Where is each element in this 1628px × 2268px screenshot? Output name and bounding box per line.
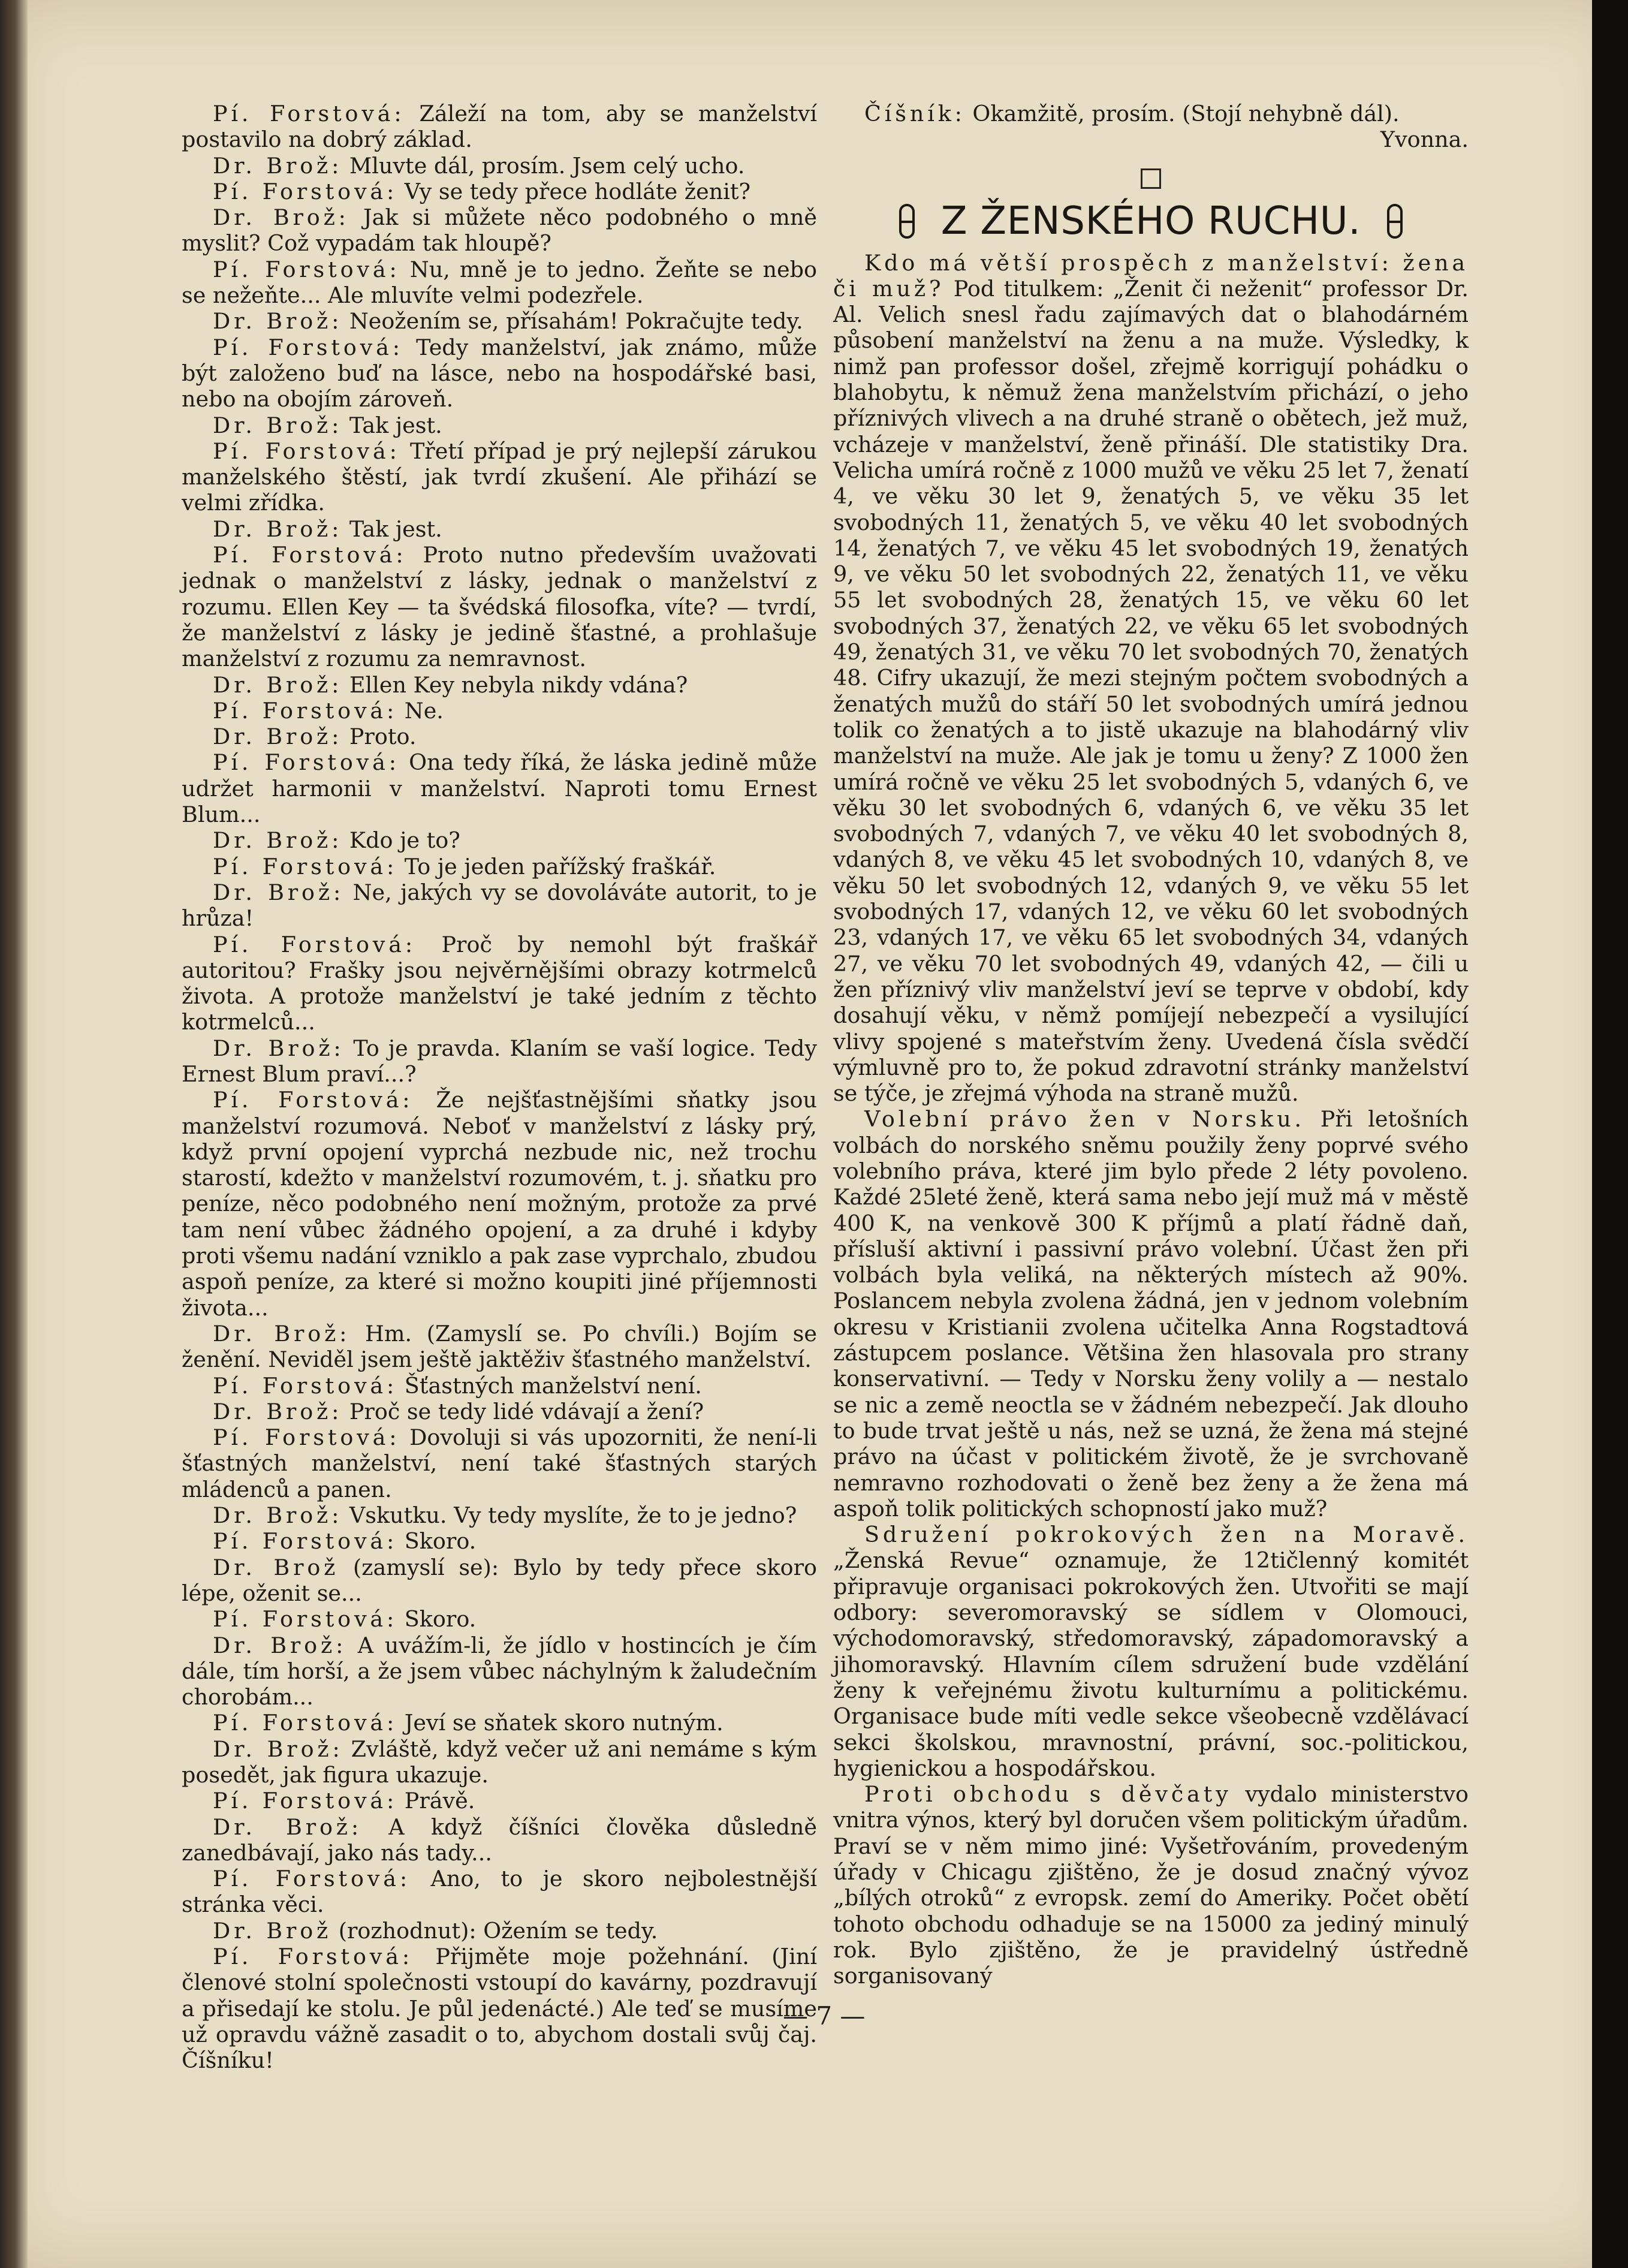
line-text: Tedy manželství, jak známo, může být založeno buď na lásce, nebo na hospodářské basi, nebo na obojím zároveň. xyxy=(182,334,817,412)
article-text: Při letošních volbách do norského sněmu použily ženy poprvé svého volebního práva, které jim bylo předе 2 léty povoleno. Každé 25leté ženě, která sama nebo její muž má v městě 400 K, na venkově 300 K příjmů a platí řádně daň, přísluší aktivní i passivní právo volební. Účast žen při volbách byla veliká, na některých místech až 90%. Poslancem nebyla zvolena žádná, jen v jednom volebním okresu v Kristianii zvolena učitelka Anna Rogstadtová zástupcem poslance. Většina žen hlasovala pro strany konservativní. — Tedy v Norsku ženy volily a — nestalo se nic a země neoctla se v žádném nebezpečí. Jak dlouho to bude trvat ještě u nás, než se uzná, že žena má stejné právo na účast v politickém životě, že je svrchovaně nemravno rozhodovati o ženě bez ženy a že žena má aspoň tolik politických schopností jako muž? xyxy=(833,1106,1469,1522)
speaker: Pí. Forstová: xyxy=(213,1528,398,1555)
ornament-right xyxy=(1387,204,1403,239)
speaker: Dr. Brož: xyxy=(213,1736,343,1762)
speaker: Dr. Brož: xyxy=(213,516,343,542)
page-number: — 7 — xyxy=(783,2001,866,2031)
speaker: Dr. Brož: xyxy=(213,1398,343,1424)
speaker: Pí. Forstová: xyxy=(213,1424,400,1451)
dialogue-line xyxy=(182,1788,817,1814)
line-text: Vy se tedy přece hodláte ženit? xyxy=(397,178,751,204)
dialogue-line xyxy=(182,179,817,204)
line-text: To je jeden pařížský fraškář. xyxy=(397,853,716,880)
line-text: Ano, to je skoro nejbolestnější stránka věci. xyxy=(182,1866,817,1918)
speaker: Pí. Forstová: xyxy=(213,1606,398,1633)
speaker: Dr. Brož: xyxy=(213,724,343,750)
line-text: Právě. xyxy=(397,1788,475,1814)
speaker: Pí. Forstová: xyxy=(213,697,398,724)
line-text: Ellen Key nebyla nikdy vdána? xyxy=(342,671,688,698)
speaker: Dr. Brož: xyxy=(213,1502,343,1529)
speaker: Dr. Brož: xyxy=(213,1814,362,1840)
line-text: Záleží na tom, aby se manželství postavilo na dobrý základ. xyxy=(182,101,817,153)
speaker: Pí. Forstová: xyxy=(213,178,398,204)
speaker: Pí. Forstová: xyxy=(213,334,403,360)
dialogue-line xyxy=(182,1087,817,1321)
line-text: Tak jest. xyxy=(342,412,442,438)
dialogue-line xyxy=(182,1633,817,1710)
line-text: (rozhodnut): Ožením se tedy. xyxy=(331,1917,658,1944)
line-text: Proto. xyxy=(342,724,417,750)
dialogue-line xyxy=(182,749,817,827)
left-column xyxy=(182,101,817,2074)
speaker: Číšník: xyxy=(864,101,966,126)
dialogue-line xyxy=(182,542,817,671)
dialogue-line xyxy=(182,1528,817,1554)
speaker: Dr. Brož: xyxy=(213,308,343,335)
line-text: A uvážím-li, že jídlo v hostincích je čím dále, tím horší, a že jsem vůbec náchylným k žaludečním chorobám... xyxy=(182,1632,817,1710)
speaker: Dr. Brož: xyxy=(213,204,349,231)
line-text: Proč by nemohl být fraškář autoritou? Frašky jsou nejvěrnějšími obrazy kotrmelců života. A protože manželství je také jedním z těchto kotrmelců... xyxy=(182,931,817,1035)
line-text: Šťastných manželství není. xyxy=(397,1372,702,1399)
speaker: Pí. Forstová: xyxy=(213,542,407,568)
dialogue-line xyxy=(182,880,817,932)
line-text: Ne. xyxy=(397,697,444,724)
dialogue-line xyxy=(182,335,817,412)
dialogue-line xyxy=(182,1555,817,1607)
dialogue-line xyxy=(182,1399,817,1424)
line-text: Přijměte moje požehnání. (Jiní členové stolní společnosti vstoupí do kavárny, pozdravují a přisedají ke stolu. Je půl jedenácté.) Ale teď se musíme už opravdu vážně zasadit o to, abychom dostali svůj čaj. Číšníku! xyxy=(182,1944,817,2074)
scan-background xyxy=(1592,0,1628,2268)
line-text: Skoro. xyxy=(397,1528,477,1555)
article-text: „Ženská Revue“ oznamuje, že 12tičlenný komitét připravuje organisaci pokrokových žen. Utvořiti se mají odbory: severomoravský se sídlem v Olomouci, východomoravský, středomoravský, západomoravský a jihomoravský. Hlavním cílem sdružení bude vzdělání ženy k veřejnému životu kulturnímu a politickému. Organisace bude míti vedle sekce všeobecně vzdělávací sekci školskou, mravnostní, právní, soc.-politickou, hygienickou a hospodářskou. xyxy=(833,1547,1469,1781)
dialogue-line xyxy=(182,1944,817,2073)
dialogue-line xyxy=(182,516,817,542)
line-text: Okamžitě, prosím. (Stojí nehybně dál). xyxy=(965,101,1400,126)
speaker: Dr. Brož: xyxy=(213,412,343,438)
dialogue-line xyxy=(182,1918,817,1944)
line-text: (zamyslí se): Bylo by tedy přece skoro lépe, oženit se... xyxy=(182,1554,817,1606)
line-text: Kdo je to? xyxy=(342,827,460,854)
article-lead: Proti obchodu s děvčaty xyxy=(864,1781,1232,1808)
speaker: Pí. Forstová: xyxy=(213,749,400,776)
dialogue-line xyxy=(182,1321,817,1373)
dialogue-line xyxy=(182,1866,817,1918)
line-text: Nu, mně je to jedno. Žeňte se nebo se nežeňte... Ale mluvíte velmi podezřele. xyxy=(182,256,817,309)
line-text: Třetí případ je prý nejlepší zárukou manželského štěstí, jak tvrdí zkušení. Ale přihází se velmi zřídka. xyxy=(182,438,817,516)
dialogue-line xyxy=(182,1373,817,1399)
dialogue-line xyxy=(182,932,817,1035)
article-text: Pod titulkem: „Ženit či neženit“ professor Dr. Al. Velich snesl řadu zajímavých dat o blahodárném působení manželství na ženu a na muže. Výsledky, k nimž pan professor došel, zřejmě korrigují pohádku o blahobytu, k němuž žena manželstvím přichází, o jeho příznivých vlivech a na druhé straně o obětech, jež muž, vcházeje v manželství, ženě přináší. Dle statistiky Dra. Velicha umírá ročně z 1000 mužů ve věku 25 let 7, ženatí 4, ve věku 30 let 9, ženatých 5, ve věku 35 let svobodných 11, ženatých 5, ve věku 40 let svobodných 14, ženatých 7, ve věku 45 let svobodných 19, ženatých 9, ve věku 50 let svobodných 22, ženatých 11, ve věku 55 let svobodných 28, ženatých 15, ve věku 60 let svobodných 37, ženatých 22, ve věku 65 let svobodných 49, ženatých 31, ve věku 70 let svobodných 70, ženatých 48. Cifry ukazují, že mezi stejným počtem svobodných a ženatých mužů do stáří 50 let svobodných umírá jednou tolik co ženatých a to jistě ukazuje na blahodárný vliv manželství na muže. Ale jak je tomu u ženy? Z 1000 žen umírá ročně ve věku 25 let svobodných 5, vdaných 6, ve věku 30 let svobodných 6, vdaných 6, ve věku 35 let svobodných 7, vdaných 7, ve věku 40 let svobodných 8, vdaných 8, ve věku 45 let svobodných 10, vdaných 8, ve věku 50 let svobodných 12, vdaných 9, ve věku 55 let svobodných 17, vdaných 12, ve věku 60 let svobodných 23, vdaných 17, ve věku 65 let svobodných 34, vdaných 27, ve věku 70 let svobodných 49, vdaných 42, — čili u žen příznivý vliv manželství jeví se teprve v období, kdy dosahují věku, v němž pomíjejí nebezpečí a vysilující vlivy spojené s mateřstvím ženy. Uvedená čísla svědčí výmluvně pro to, že pokud zdravotní stránky manželství se týče, je zřejmá výhoda na straně mužů. xyxy=(833,275,1469,1107)
speaker: Pí. Forstová: xyxy=(213,101,405,126)
line-text: Ne, jakých vy se dovoláváte autorit, to je hrůza! xyxy=(182,879,817,932)
dialogue-line xyxy=(182,854,817,880)
article-paragraph xyxy=(833,250,1469,1107)
speaker: Dr. Brož: xyxy=(213,1320,351,1347)
article-paragraph xyxy=(833,1522,1469,1781)
dialogue-line xyxy=(182,1035,817,1088)
dialogue-line xyxy=(182,204,817,257)
line-text: Jak si můžete něco podobného o mně myslit? Což vypadám tak hloupě? xyxy=(182,204,817,257)
speaker: Dr. Brož: xyxy=(213,1632,347,1658)
dialogue-line xyxy=(182,438,817,516)
section-heading xyxy=(833,197,1469,245)
line-text: Proč se tedy lidé vdávají a žení? xyxy=(342,1398,704,1424)
line-text: Zvláště, když večer už ani nemáme s kým posedět, jak figura ukazuje. xyxy=(182,1736,817,1788)
speaker: Dr. Brož xyxy=(213,1917,332,1944)
line-text: Mluvte dál, prosím. Jsem celý ucho. xyxy=(342,152,745,179)
article-paragraph xyxy=(833,1106,1469,1522)
speaker: Dr. Brož xyxy=(213,1554,339,1580)
speaker: Dr. Brož: xyxy=(213,879,345,905)
dialogue-line xyxy=(182,1814,817,1866)
line-text: Ona tedy říká, že láska jedině může udržet harmonii v manželství. Naproti tomu Ernest Blum... xyxy=(182,749,817,828)
line-text: Že nejšťastnějšími sňatky jsou manželství rozumová. Neboť v manželství z lásky prý, když první opojení vyprchá nezbude nic, než trochu starostí, kdežto v manželství rozumovém, t. j. sňatku pro peníze, něco podobného není možným, protože za prvé tam není vůbec žádného opojení, a za druhé i kdyby proti všemu nadání vzniklo a pak zase vyprchalo, zbudou aspoň peníze, za které si možno koupiti jiné příjemnosti života... xyxy=(182,1087,817,1321)
article-paragraph xyxy=(833,1781,1469,1989)
dialogue-line xyxy=(182,308,817,334)
speaker: Dr. Brož: xyxy=(213,827,343,854)
dialogue-line xyxy=(182,724,817,749)
dialogue-line xyxy=(182,1710,817,1736)
dialogue-line xyxy=(182,257,817,309)
speaker: Pí. Forstová: xyxy=(213,1866,411,1892)
line-text: Vskutku. Vy tedy myslíte, že to je jedno? xyxy=(342,1502,797,1529)
dialogue-line xyxy=(182,1736,817,1788)
ornament-left xyxy=(899,204,915,239)
dialogue-line xyxy=(182,1424,817,1502)
line-text: Dovoluji si vás upozorniti, že není-li šťastných manželství, není také šťastných starých mládenců a panen. xyxy=(182,1424,817,1502)
speaker: Pí. Forstová: xyxy=(213,256,400,282)
dialogue-line xyxy=(182,153,817,179)
line-text: To je pravda. Klaním se vaší logice. Tedy Ernest Blum praví...? xyxy=(182,1035,817,1087)
dialogue-line xyxy=(182,101,817,153)
speaker: Pí. Forstová: xyxy=(213,1372,398,1399)
speaker: Dr. Brož: xyxy=(213,1035,345,1061)
section-divider-box xyxy=(1141,168,1161,189)
line-text: Hm. (Zamyslí se. Po chvíli.) Bojím se ženění. Neviděl jsem ještě jaktěživ šťastného manželství. xyxy=(182,1320,817,1373)
speaker: Pí. Forstová: xyxy=(213,1944,413,1970)
right-column xyxy=(833,101,1469,1989)
line-text: Jeví se sňatek skoro nutným. xyxy=(397,1710,723,1736)
dialogue-line xyxy=(182,1502,817,1528)
section-title: Z ŽENSKÉHO RUCHU. xyxy=(940,198,1361,243)
line-text: Proto nutno především uvažovati jednak o manželství z lásky, jednak o manželství z rozumu. Ellen Key — ta švédská filosofka, víte? — tvrdí, že manželství z lásky je jedině šťastné, a prohlašuje manželství z rozumu za nemravnost. xyxy=(182,542,817,672)
speaker: Pí. Forstová: xyxy=(213,931,417,957)
dialogue-line xyxy=(833,101,1469,126)
speaker: Dr. Brož: xyxy=(213,152,343,179)
dialogue-line xyxy=(182,412,817,438)
dialogue-line xyxy=(182,827,817,853)
line-text: Tak jest. xyxy=(342,516,442,542)
speaker: Pí. Forstová: xyxy=(213,1087,414,1113)
speaker: Pí. Forstová: xyxy=(213,1788,398,1814)
article-lead: Volební právo žen v Norsku. xyxy=(864,1106,1305,1133)
article-text: vydalo ministerstvo vnitra výnos, který byl doručen všem politickým úřadům. Praví se v něm mimo jiné: Vyšetřováním, provedeným úřady v Chicagu zjištěno, že je dosud značný vývoz „bílých otroků“ z evropsk. zemí do Ameriky. Počet obětí tohoto obchodu odhaduje se na 15000 za jediný minulý rok. Bylo zjištěno, že je pravidelný ústředně sorganisovaný xyxy=(833,1781,1469,1989)
binding-shadow xyxy=(0,0,28,2268)
article-lead: Kdo má větší prospěch z manželství: žena či muž? xyxy=(833,249,1469,302)
line-text: Skoro. xyxy=(397,1606,477,1633)
speaker: Pí. Forstová: xyxy=(213,853,398,880)
author-signature: Yvonna. xyxy=(1380,126,1469,153)
dialogue-line xyxy=(182,1606,817,1632)
article-lead: Sdružení pokrokových žen na Moravě. xyxy=(864,1522,1469,1548)
speaker: Pí. Forstová: xyxy=(213,1710,398,1736)
speaker: Dr. Brož: xyxy=(213,671,343,698)
line-text: A když číšníci člověka důsledně zanedbávají, jako nás tady... xyxy=(182,1814,817,1866)
dialogue-line xyxy=(182,672,817,698)
dialogue-line xyxy=(182,698,817,724)
speaker: Pí. Forstová: xyxy=(213,438,400,464)
line-text: Neožením se, přísahám! Pokračujte tedy. xyxy=(342,308,803,335)
